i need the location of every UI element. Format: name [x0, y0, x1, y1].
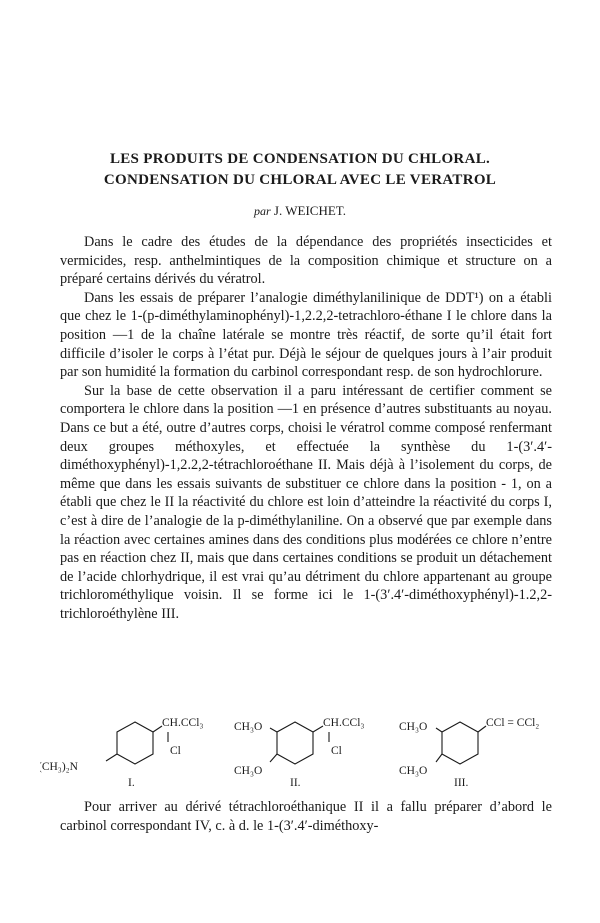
paragraph-3: Sur la base de cette observation il a paru intéressant de certifier comment se comportera le chlore dans la position —1 en présence d’autres substituants au noyau. Dans ce but a été, outre d’autres corps, choisi le vératrol comme composé renfermant deux groupes méthoxyles, et effectuée la synthèse du 1-(3′.4′-diméthoxyphényl)-1,2.2,2-tétrachloroéthane II. Mais déjà à l’isolement du corps, de même que dans les essais suivants de substituer ce chlore dans la position - 1, on a établi que chez le II la réactivité du chlore est loin d’atteindre la réactivité du corps I, c’est à dire de l’analogie de la p-diméthylaniline. On a observé que par exemple dans la réaction avec certaines amines dans des conditions plus modérées ce chlore n’entre pas en réaction chez II, mais que dans certaines conditions se produit un détachement de l’acide chlorhydrique, il est vrai qu’au détriment du chlore appartenant au groupe trichlorométhylique voisin. Il se forme ici le 1-(3′.4′-diméthoxyphényl)-1.2,2-trichloroéthylène III.	[60, 382, 552, 622]
structure-III-methoxy-bottom: CH₃O	[399, 765, 428, 777]
article-title-line-2: CONDENSATION DU CHLORAL AVEC LE VERATROL	[103, 172, 497, 188]
article-title-line-1: LES PRODUITS DE CONDENSATION DU CHLORAL.	[109, 151, 491, 167]
benzene-ring-III	[442, 722, 478, 764]
benzene-ring-I	[117, 722, 153, 764]
structure-II-cl: Cl	[331, 745, 342, 757]
structure-II-side-chain: CH.CCl₃	[323, 717, 365, 729]
structure-III	[399, 717, 539, 789]
structure-II-methoxy-top: CH₃O	[234, 721, 263, 733]
structures-figure	[40, 712, 580, 792]
author-name: J. WEICHET.	[273, 203, 346, 218]
structure-II	[234, 717, 364, 789]
benzene-ring-II	[277, 722, 313, 764]
structure-I-substituent: (CH₃)₂N	[40, 761, 78, 773]
paragraph-2: Dans les essais de préparer l’analogie diméthylanilinique de DDT¹) on a établi que chez le 1-(p-diméthylaminophényl)-1,2.2,2-tetrachloro-éthane I le chlore dans la position —1 de la chaîne latérale se montre très réactif, de sorte qu’il était fort difficile d’isoler le corps à l’état pur. Déjà le séjour de quelques jours à l’air produit par son humidité la formation du carbinol correspondant resp. de son hydrochlorure.	[60, 289, 552, 381]
chemical-structures	[40, 712, 580, 792]
article-body	[60, 233, 552, 623]
article-body-continued	[60, 798, 552, 835]
structure-II-label: II.	[290, 777, 301, 789]
structure-I-label: I.	[128, 777, 135, 789]
structure-II-methoxy-bottom: CH₃O	[234, 765, 263, 777]
paragraph-1: Dans le cadre des études de la dépendance des propriétés insecticides et vermicides, resp. anthelmintiques de la composition chimique et structure on a préparé certains dérivés du vératrol.	[60, 234, 552, 288]
structure-III-methoxy-top: CH₃O	[399, 721, 428, 733]
structure-I	[40, 717, 203, 789]
author-line	[0, 203, 600, 219]
structure-III-side-chain: CCl = CCl₂	[486, 717, 540, 729]
structure-III-label: III.	[454, 777, 469, 789]
paragraph-4: Pour arriver au dérivé tétrachloroéthanique II il a fallu préparer d’abord le carbinol correspondant IV, c. à d. le 1-(3′.4′-diméthoxy-	[60, 799, 552, 834]
structure-I-side-chain: CH.CCl₃	[162, 717, 204, 729]
structure-I-cl: Cl	[170, 745, 181, 757]
author-prefix: par	[253, 204, 271, 218]
